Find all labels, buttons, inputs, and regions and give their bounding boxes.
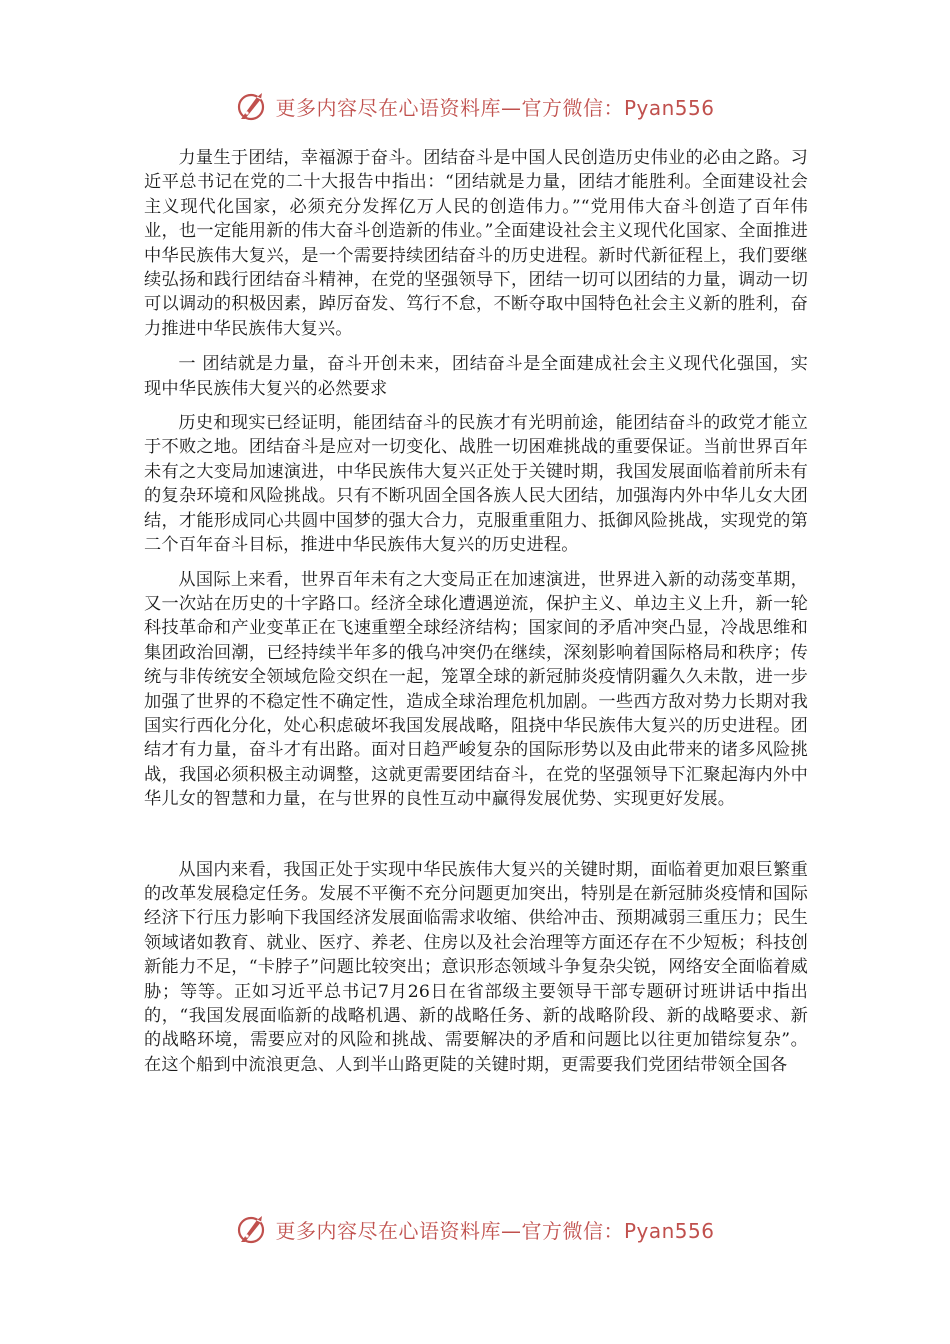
paragraph: 力量生于团结，幸福源于奋斗。团结奋斗是中国人民创造历史伟业的必由之路。习近平总书记在党的二十大报告中指出：“团结就是力量，团结才能胜利。全面建设社会主义现代化国家，必须充分发挥亿万人民的创造伟力。”“党用伟大奋斗创造了百年伟业，也一定能用新的伟大奋斗创造新的伟业。”全面建设社会主义现代化国家、全面推进中华民族伟大复兴，是一个需要持续团结奋斗的历史进程。新时代新征程上，我们要继续弘扬和践行团结奋斗精神，在党的坚强领导下，团结一切可以团结的力量，调动一切可以调动的积极因素，踔厉奋发、笃行不怠，不断夺取中国特色社会主义新的胜利，奋力推进中华民族伟大复兴。 [144, 148, 808, 339]
paragraph: 从国际上来看，世界百年未有之大变局正在加速演进，世界进入新的动荡变革期，又一次站在历史的十字路口。经济全球化遭遇逆流，保护主义、单边主义上升，新一轮科技革命和产业变革正在飞速重塑全球经济结构；国家间的矛盾冲突凸显，冷战思维和集团政治回潮，已经持续半年多的俄乌冲突仍在继续，深刻影响着国际格局和秩序；传统与非传统安全领域危险交织在一起，笼罩全球的新冠肺炎疫情阴霾久久未散，进一步加强了世界的不稳定性不确定性，造成全球治理危机加剧。一些西方敌对势力长期对我国实行西化分化，处心积虑破坏我国发展战略，阻挠中华民族伟大复兴的历史进程。团结才有力量，奋斗才有出路。面对日趋严峻复杂的国际形势以及由此带来的诸多风险挑战，我国必须积极主动调整，这就更需要团结奋斗，在党的坚强领导下汇聚起海内外中华儿女的智慧和力量，在与世界的良性互动中赢得发展优势、实现更好发展。 [144, 569, 808, 810]
paragraph: 从国内来看，我国正处于实现中华民族伟大复兴的关键时期，面临着更加艰巨繁重的改革发展稳定任务。发展不平衡不充分问题更加突出，特别是在新冠肺炎疫情和国际经济下行压力影响下我国经济发展面临需求收缩、供给冲击、预期减弱三重压力；民生领域诸如教育、就业、医疗、养老、住房以及社会治理等方面还存在不少短板；科技创新能力不足，“卡脖子”问题比较突出；意识形态领域斗争复杂尖锐，网络安全面临着威胁；等等。正如习近平总书记7月26日在省部级主要领导干部专题研讨班讲话中指出的，“我国发展面临新的战略机遇、新的战略任务、新的战略阶段、新的战略要求、新的战略环境，需要应对的风险和挑战、需要解决的矛盾和问题比以往更加错综复杂”。在这个船到中流浪更急、人到半山路更陡的关键时期，更需要我们党团结带领全国各 [144, 859, 808, 1075]
pen-logo-icon [235, 89, 269, 123]
header-banner-text: 更多内容尽在心语资料库—官方微信：Pyan556 [275, 95, 715, 120]
pen-logo-icon [235, 1212, 269, 1246]
header-banner [0, 86, 950, 126]
paragraph: 历史和现实已经证明，能团结奋斗的民族才有光明前途，能团结奋斗的政党才能立于不败之地。团结奋斗是应对一切变化、战胜一切困难挑战的重要保证。当前世界百年未有之大变局加速演进，中华民族伟大复兴正处于关键时期，我国发展面临着前所未有的复杂环境和风险挑战。只有不断巩固全国各族人民大团结，加强海内外中华儿女大团结，才能形成同心共圆中国梦的强大合力，克服重重阻力、抵御风险挑战，实现党的第二个百年奋斗目标，推进中华民族伟大复兴的历史进程。 [144, 413, 808, 556]
footer-banner [0, 1209, 950, 1249]
footer-banner-text: 更多内容尽在心语资料库—官方微信：Pyan556 [275, 1218, 715, 1243]
document-body [144, 146, 808, 1077]
section-heading: 一 团结就是力量，奋斗开创未来，团结奋斗是全面建成社会主义现代化强国，实现中华民族伟大复兴的必然要求 [144, 354, 808, 399]
